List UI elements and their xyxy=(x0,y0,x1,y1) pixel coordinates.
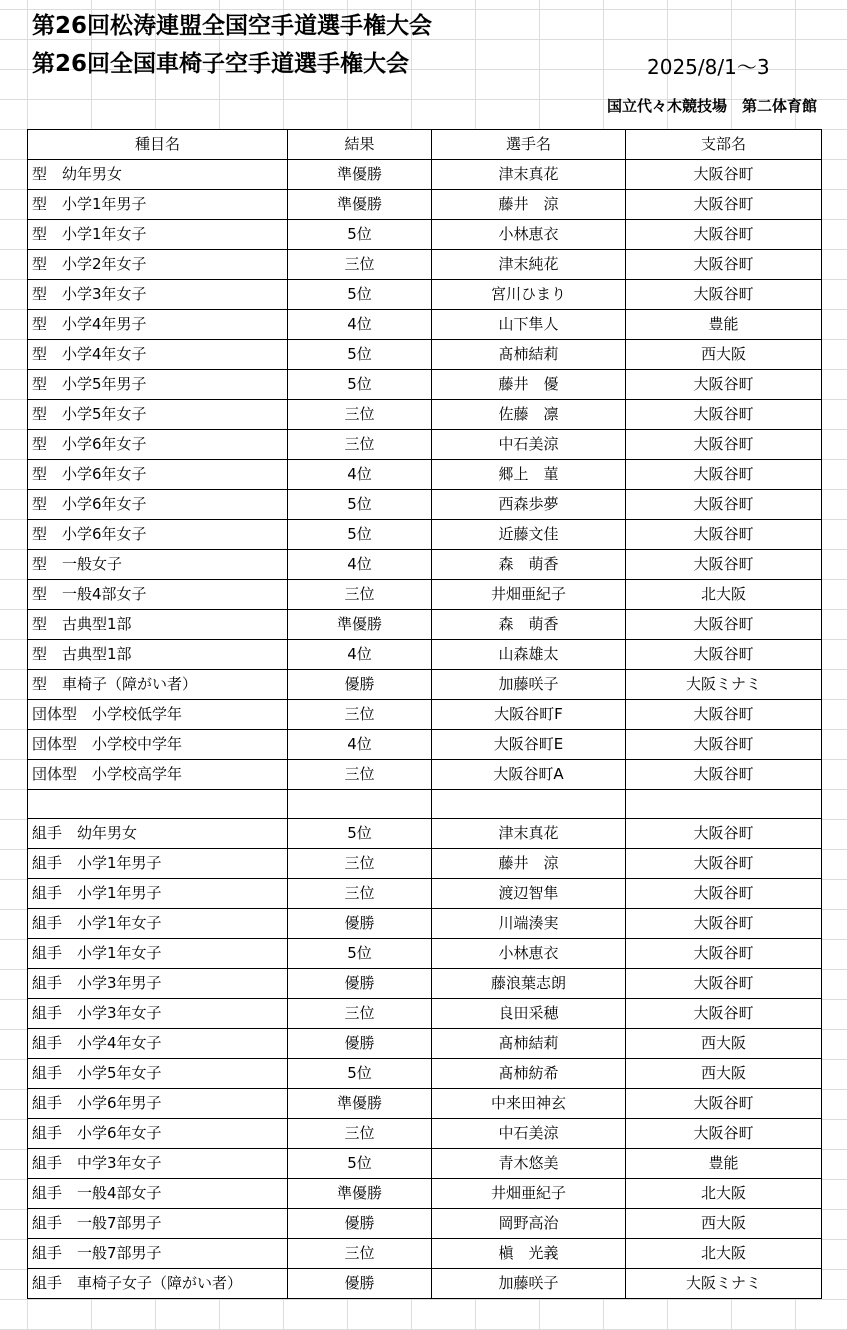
branch-cell: 大阪ミナミ xyxy=(626,670,822,700)
branch-cell: 大阪谷町 xyxy=(626,1089,822,1119)
branch-cell: 大阪谷町 xyxy=(626,819,822,849)
table-row xyxy=(28,790,822,819)
athlete-cell: 加藤咲子 xyxy=(432,1269,626,1299)
athlete-cell: 津末真花 xyxy=(432,819,626,849)
branch-cell: 大阪谷町 xyxy=(626,879,822,909)
athlete-cell: 大阪谷町A xyxy=(432,760,626,790)
branch-cell: 西大阪 xyxy=(626,1209,822,1239)
event-cell: 組手 小学3年女子 xyxy=(28,999,288,1029)
table-row xyxy=(28,550,822,580)
table-row xyxy=(28,1179,822,1209)
athlete-cell: 髙柿紡希 xyxy=(432,1059,626,1089)
title-line1: 第26回松涛連盟全国空手道選手権大会 xyxy=(32,13,433,39)
result-cell: 5位 xyxy=(288,490,432,520)
athlete-cell: 宮川ひまり xyxy=(432,280,626,310)
table-row xyxy=(28,220,822,250)
table-row xyxy=(28,520,822,550)
result-cell: 優勝 xyxy=(288,1029,432,1059)
athlete-cell: 青木悠美 xyxy=(432,1149,626,1179)
table-row xyxy=(28,1209,822,1239)
table-row xyxy=(28,160,822,190)
event-cell: 組手 中学3年女子 xyxy=(28,1149,288,1179)
event-cell: 団体型 小学校中学年 xyxy=(28,730,288,760)
table-row xyxy=(28,879,822,909)
table-row xyxy=(28,1029,822,1059)
event-cell: 組手 小学5年女子 xyxy=(28,1059,288,1089)
event-cell: 組手 一般4部女子 xyxy=(28,1179,288,1209)
result-cell: 5位 xyxy=(288,819,432,849)
table-row xyxy=(28,1149,822,1179)
table-row xyxy=(28,250,822,280)
branch-cell: 大阪谷町 xyxy=(626,280,822,310)
event-cell: 組手 小学1年男子 xyxy=(28,849,288,879)
athlete-cell: 津末純花 xyxy=(432,250,626,280)
results-table xyxy=(27,129,822,1299)
result-cell: 準優勝 xyxy=(288,610,432,640)
result-cell: 5位 xyxy=(288,280,432,310)
result-cell: 三位 xyxy=(288,1119,432,1149)
athlete-cell: 郷上 菫 xyxy=(432,460,626,490)
event-cell: 団体型 小学校低学年 xyxy=(28,700,288,730)
event-cell: 型 小学4年女子 xyxy=(28,340,288,370)
result-cell: 5位 xyxy=(288,1059,432,1089)
table-row xyxy=(28,310,822,340)
branch-cell: 北大阪 xyxy=(626,580,822,610)
athlete-cell: 髙柿結莉 xyxy=(432,340,626,370)
result-cell: 三位 xyxy=(288,250,432,280)
result-cell: 4位 xyxy=(288,460,432,490)
branch-cell: 大阪ミナミ xyxy=(626,1269,822,1299)
result-cell: 4位 xyxy=(288,730,432,760)
athlete-cell: 森 萌香 xyxy=(432,550,626,580)
result-cell: 5位 xyxy=(288,520,432,550)
result-cell: 三位 xyxy=(288,430,432,460)
result-cell: 三位 xyxy=(288,1239,432,1269)
event-cell: 型 小学6年女子 xyxy=(28,520,288,550)
branch-cell: 大阪谷町 xyxy=(626,969,822,999)
athlete-cell: 西森歩夢 xyxy=(432,490,626,520)
athlete-cell: 津末真花 xyxy=(432,160,626,190)
table-row xyxy=(28,430,822,460)
table-row xyxy=(28,400,822,430)
table-row xyxy=(28,340,822,370)
branch-cell: 大阪谷町 xyxy=(626,1119,822,1149)
table-row xyxy=(28,819,822,849)
event-cell: 型 小学6年女子 xyxy=(28,460,288,490)
result-cell: 優勝 xyxy=(288,670,432,700)
table-row xyxy=(28,1269,822,1299)
result-cell: 4位 xyxy=(288,640,432,670)
event-cell xyxy=(28,790,288,819)
event-cell: 型 小学4年男子 xyxy=(28,310,288,340)
result-cell: 優勝 xyxy=(288,969,432,999)
table-row xyxy=(28,670,822,700)
branch-cell: 大阪谷町 xyxy=(626,999,822,1029)
branch-cell: 大阪谷町 xyxy=(626,220,822,250)
result-cell: 4位 xyxy=(288,310,432,340)
athlete-cell: 大阪谷町E xyxy=(432,730,626,760)
table-row xyxy=(28,1089,822,1119)
athlete-cell: 中来田神玄 xyxy=(432,1089,626,1119)
branch-cell: 大阪谷町 xyxy=(626,250,822,280)
event-cell: 組手 一般7部男子 xyxy=(28,1239,288,1269)
table-row xyxy=(28,580,822,610)
event-cell: 型 古典型1部 xyxy=(28,640,288,670)
athlete-cell: 山森雄太 xyxy=(432,640,626,670)
table-row xyxy=(28,370,822,400)
branch-cell: 大阪谷町 xyxy=(626,849,822,879)
table-row xyxy=(28,490,822,520)
event-cell: 組手 小学3年男子 xyxy=(28,969,288,999)
branch-cell: 大阪谷町 xyxy=(626,610,822,640)
event-cell: 型 古典型1部 xyxy=(28,610,288,640)
table-row xyxy=(28,190,822,220)
event-cell: 組手 小学6年男子 xyxy=(28,1089,288,1119)
athlete-cell: 大阪谷町F xyxy=(432,700,626,730)
branch-cell: 大阪谷町 xyxy=(626,640,822,670)
athlete-cell: 加藤咲子 xyxy=(432,670,626,700)
result-cell: 4位 xyxy=(288,550,432,580)
result-cell: 三位 xyxy=(288,400,432,430)
branch-cell: 豊能 xyxy=(626,310,822,340)
title-line2: 第26回全国車椅子空手道選手権大会 xyxy=(32,51,410,77)
header-row xyxy=(28,130,822,160)
result-cell: 5位 xyxy=(288,370,432,400)
branch-cell: 大阪谷町 xyxy=(626,490,822,520)
branch-cell: 大阪谷町 xyxy=(626,760,822,790)
branch-cell: 大阪谷町 xyxy=(626,460,822,490)
event-cell: 組手 小学1年男子 xyxy=(28,879,288,909)
result-cell: 準優勝 xyxy=(288,190,432,220)
result-cell: 5位 xyxy=(288,939,432,969)
athlete-cell: 藤井 涼 xyxy=(432,190,626,220)
result-cell: 三位 xyxy=(288,999,432,1029)
branch-cell: 大阪谷町 xyxy=(626,400,822,430)
result-cell: 優勝 xyxy=(288,909,432,939)
branch-cell: 大阪谷町 xyxy=(626,190,822,220)
athlete-cell: 藤浪葉志朗 xyxy=(432,969,626,999)
athlete-cell: 川端湊実 xyxy=(432,909,626,939)
result-cell: 5位 xyxy=(288,1149,432,1179)
athlete-cell: 藤井 涼 xyxy=(432,849,626,879)
event-date: 2025/8/1～3 xyxy=(647,55,770,79)
branch-cell: 大阪谷町 xyxy=(626,430,822,460)
branch-cell: 北大阪 xyxy=(626,1179,822,1209)
athlete-cell: 井畑亜紀子 xyxy=(432,580,626,610)
result-cell: 三位 xyxy=(288,700,432,730)
athlete-cell: 井畑亜紀子 xyxy=(432,1179,626,1209)
event-cell: 型 小学6年女子 xyxy=(28,430,288,460)
result-cell: 三位 xyxy=(288,760,432,790)
athlete-cell: 槇 光義 xyxy=(432,1239,626,1269)
branch-cell: 大阪谷町 xyxy=(626,909,822,939)
result-cell: 三位 xyxy=(288,849,432,879)
branch-cell: 北大阪 xyxy=(626,1239,822,1269)
table-row xyxy=(28,730,822,760)
event-cell: 組手 車椅子女子（障がい者） xyxy=(28,1269,288,1299)
result-cell: 準優勝 xyxy=(288,1179,432,1209)
event-cell: 型 一般4部女子 xyxy=(28,580,288,610)
event-cell: 型 幼年男女 xyxy=(28,160,288,190)
athlete-cell: 佐藤 凛 xyxy=(432,400,626,430)
event-cell: 組手 小学1年女子 xyxy=(28,909,288,939)
branch-cell: 大阪谷町 xyxy=(626,700,822,730)
result-cell: 優勝 xyxy=(288,1209,432,1239)
result-cell: 5位 xyxy=(288,220,432,250)
branch-cell: 大阪谷町 xyxy=(626,730,822,760)
column-header-branch: 支部名 xyxy=(626,130,822,160)
table-row xyxy=(28,610,822,640)
event-cell: 型 一般女子 xyxy=(28,550,288,580)
table-row xyxy=(28,700,822,730)
athlete-cell: 近藤文佳 xyxy=(432,520,626,550)
table-row xyxy=(28,999,822,1029)
athlete-cell: 良田采穂 xyxy=(432,999,626,1029)
event-cell: 組手 小学1年女子 xyxy=(28,939,288,969)
result-cell: 準優勝 xyxy=(288,160,432,190)
branch-cell: 西大阪 xyxy=(626,1059,822,1089)
result-cell xyxy=(288,790,432,819)
table-row xyxy=(28,460,822,490)
branch-cell: 西大阪 xyxy=(626,1029,822,1059)
event-cell: 団体型 小学校高学年 xyxy=(28,760,288,790)
table-row xyxy=(28,760,822,790)
result-cell: 三位 xyxy=(288,879,432,909)
result-cell: 5位 xyxy=(288,340,432,370)
athlete-cell: 山下隼人 xyxy=(432,310,626,340)
branch-cell: 大阪谷町 xyxy=(626,550,822,580)
event-cell: 型 小学1年女子 xyxy=(28,220,288,250)
branch-cell: 西大阪 xyxy=(626,340,822,370)
branch-cell xyxy=(626,790,822,819)
result-cell: 優勝 xyxy=(288,1269,432,1299)
venue: 国立代々木競技場 第二体育館 xyxy=(606,97,817,115)
table-row xyxy=(28,1239,822,1269)
athlete-cell: 藤井 優 xyxy=(432,370,626,400)
table-row xyxy=(28,280,822,310)
event-cell: 組手 幼年男女 xyxy=(28,819,288,849)
table-row xyxy=(28,1059,822,1089)
athlete-cell: 渡辺智隼 xyxy=(432,879,626,909)
table-row xyxy=(28,969,822,999)
branch-cell: 豊能 xyxy=(626,1149,822,1179)
branch-cell: 大阪谷町 xyxy=(626,370,822,400)
athlete-cell: 岡野高治 xyxy=(432,1209,626,1239)
event-cell: 型 小学5年女子 xyxy=(28,400,288,430)
athlete-cell: 中石美涼 xyxy=(432,430,626,460)
event-cell: 型 小学3年女子 xyxy=(28,280,288,310)
event-cell: 組手 小学4年女子 xyxy=(28,1029,288,1059)
table-row xyxy=(28,640,822,670)
athlete-cell: 小林恵衣 xyxy=(432,939,626,969)
event-cell: 型 小学5年男子 xyxy=(28,370,288,400)
column-header-event: 種目名 xyxy=(28,130,288,160)
event-cell: 型 小学2年女子 xyxy=(28,250,288,280)
result-cell: 準優勝 xyxy=(288,1089,432,1119)
athlete-cell: 中石美涼 xyxy=(432,1119,626,1149)
column-header-athlete: 選手名 xyxy=(432,130,626,160)
event-cell: 組手 小学6年女子 xyxy=(28,1119,288,1149)
athlete-cell: 森 萌香 xyxy=(432,610,626,640)
branch-cell: 大阪谷町 xyxy=(626,520,822,550)
athlete-cell xyxy=(432,790,626,819)
column-header-result: 結果 xyxy=(288,130,432,160)
table-row xyxy=(28,909,822,939)
event-cell: 型 車椅子（障がい者） xyxy=(28,670,288,700)
event-cell: 型 小学6年女子 xyxy=(28,490,288,520)
event-cell: 型 小学1年男子 xyxy=(28,190,288,220)
branch-cell: 大阪谷町 xyxy=(626,160,822,190)
branch-cell: 大阪谷町 xyxy=(626,939,822,969)
table-row xyxy=(28,1119,822,1149)
athlete-cell: 髙柿結莉 xyxy=(432,1029,626,1059)
athlete-cell: 小林恵衣 xyxy=(432,220,626,250)
event-cell: 組手 一般7部男子 xyxy=(28,1209,288,1239)
table-row xyxy=(28,849,822,879)
result-cell: 三位 xyxy=(288,580,432,610)
table-row xyxy=(28,939,822,969)
